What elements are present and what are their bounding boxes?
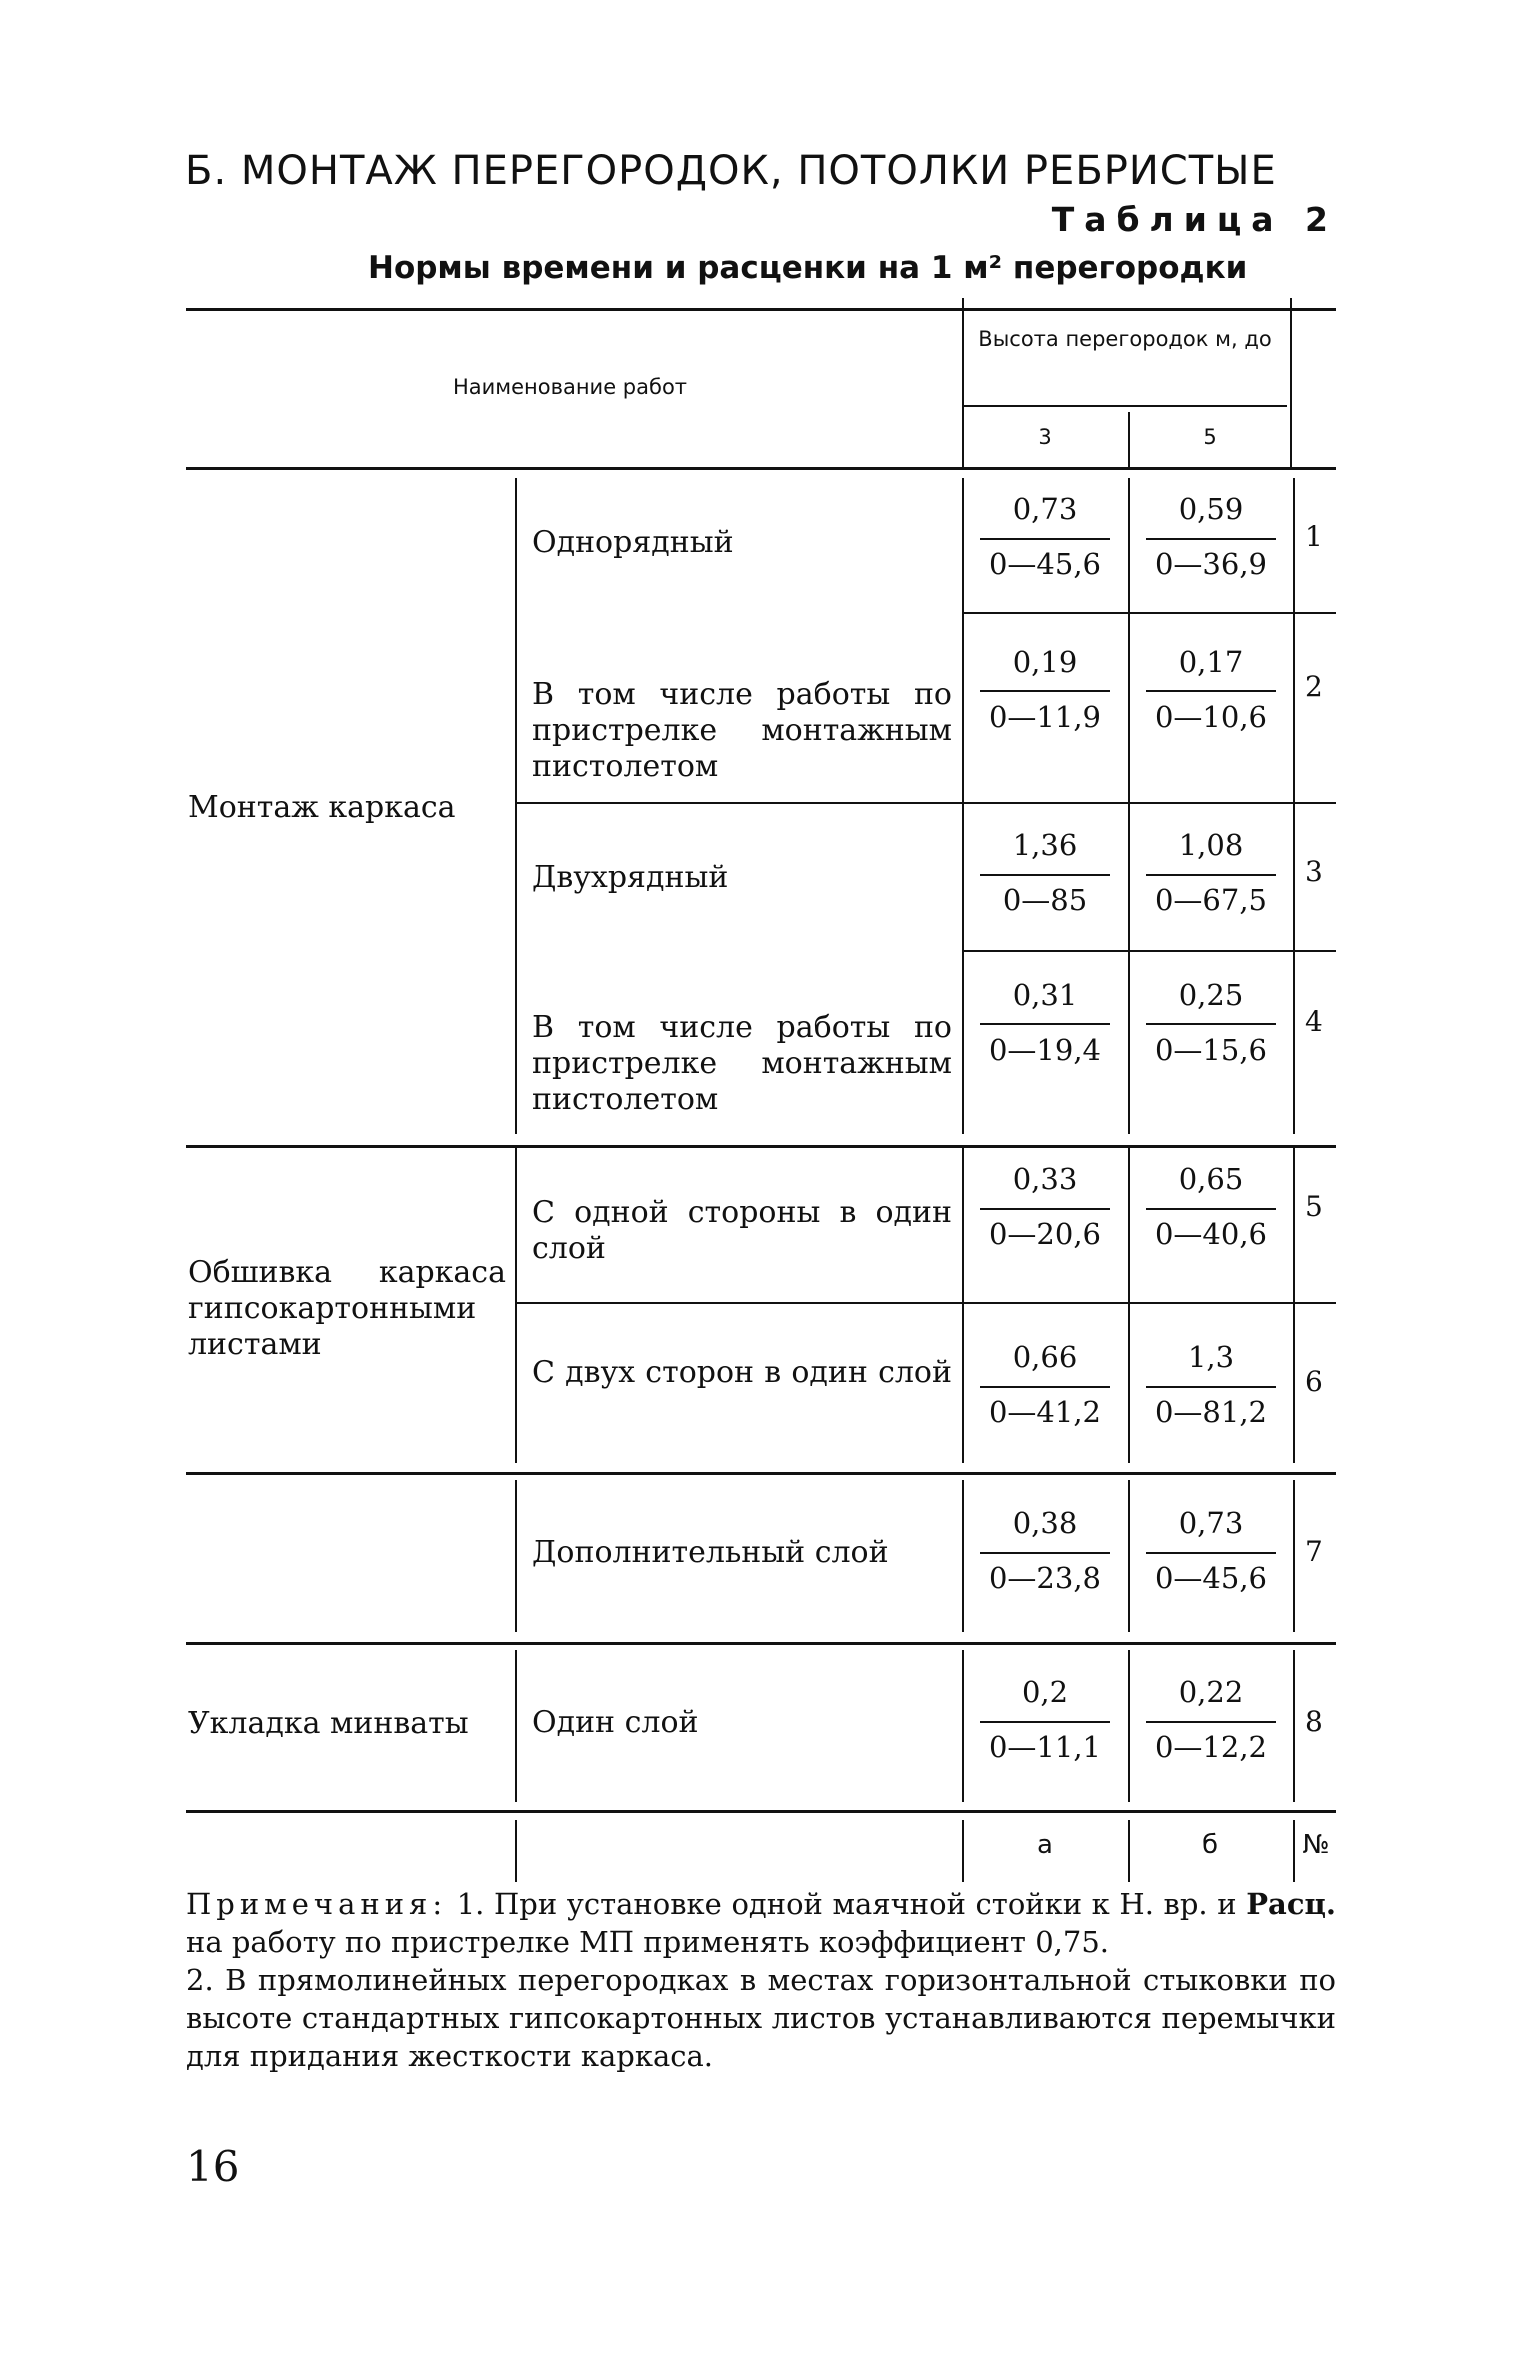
- fraction-line: [980, 1023, 1110, 1025]
- work-name: В том числе работы по пристрелке монтажным пистолетом: [532, 677, 952, 784]
- header-col-a: 3: [1038, 425, 1052, 449]
- category-divider: [515, 478, 517, 1134]
- fraction-line: [980, 1208, 1110, 1210]
- row-rule: [962, 612, 1336, 614]
- notes: [186, 1885, 1336, 2075]
- column-a-left: [962, 1650, 964, 1802]
- norm-time-a: 0,38: [1012, 1506, 1078, 1540]
- fraction-line: [980, 1552, 1110, 1554]
- column-b-left: [1128, 1145, 1130, 1463]
- fraction-line: [980, 538, 1110, 540]
- rate-b: 0—81,2: [1154, 1395, 1268, 1429]
- column-b-left: [1128, 1480, 1130, 1632]
- rate-b: 0—15,6: [1154, 1033, 1268, 1067]
- row-number: 4: [1305, 1005, 1323, 1038]
- header-divider-mid: [1128, 412, 1130, 468]
- norm-time-a: 0,19: [1012, 645, 1078, 679]
- column-num-left: [1293, 1145, 1295, 1463]
- category-mineral-wool: Укладка минваты: [188, 1706, 469, 1741]
- category-frame-assembly: Монтаж каркаса: [188, 790, 456, 825]
- work-name: Однорядный: [532, 525, 734, 560]
- fraction-line: [980, 1721, 1110, 1723]
- table-label: Таблица 2: [1051, 200, 1338, 239]
- fraction-line: [1146, 538, 1276, 540]
- fraction-line: [980, 690, 1110, 692]
- notes-heading: Примечания:: [186, 1887, 448, 1921]
- rate-a: 0—45,6: [988, 547, 1102, 581]
- norm-time-a: 0,31: [1012, 978, 1078, 1012]
- group-rule: [186, 1472, 1336, 1475]
- column-a-left: [962, 1480, 964, 1632]
- table-bottom-rule: [186, 1810, 1336, 1813]
- table-caption: Нормы времени и расценки на 1 м² перегородки: [368, 250, 1248, 286]
- rate-a: 0—11,1: [988, 1730, 1102, 1764]
- fraction-line: [1146, 1552, 1276, 1554]
- row-rule: [515, 802, 1336, 804]
- norm-time-b: 0,73: [1178, 1506, 1244, 1540]
- norm-time-b: 0,17: [1178, 645, 1244, 679]
- column-b-left: [1128, 1650, 1130, 1802]
- row-number: 2: [1305, 670, 1323, 703]
- rate-b: 0—40,6: [1154, 1217, 1268, 1251]
- footer-col-b: б: [1201, 1830, 1219, 1860]
- group-rule: [186, 1145, 1336, 1148]
- column-b-left: [1128, 478, 1130, 1134]
- fraction-line: [980, 1386, 1110, 1388]
- rate-b: 0—67,5: [1154, 883, 1268, 917]
- fraction-line: [1146, 1386, 1276, 1388]
- fraction-line: [1146, 874, 1276, 876]
- work-name: В том числе работы по пристрелке монтажным пистолетом: [532, 1010, 952, 1117]
- header-divider-right: [1290, 298, 1292, 468]
- header-height-group: Высота перегородок м, до: [978, 327, 1272, 351]
- group-rule: [186, 1642, 1336, 1645]
- rate-a: 0—11,9: [988, 700, 1102, 734]
- note-1-bold: Расц.: [1246, 1887, 1336, 1921]
- category-frame-cladding: Обшивка каркаса гипсокартонными листами: [188, 1255, 506, 1362]
- norm-time-b: 1,08: [1178, 828, 1244, 862]
- row-rule: [962, 950, 1336, 952]
- norm-time-a: 0,66: [1012, 1340, 1078, 1374]
- header-bottom-rule: [186, 467, 1336, 470]
- category-divider: [515, 1145, 517, 1463]
- norm-time-b: 0,25: [1178, 978, 1244, 1012]
- column-a-left: [962, 1820, 964, 1882]
- footer-col-a: а: [1037, 1830, 1053, 1860]
- fraction-line: [1146, 1721, 1276, 1723]
- rate-a: 0—20,6: [988, 1217, 1102, 1251]
- header-col-b: 5: [1203, 425, 1217, 449]
- rate-b: 0—36,9: [1154, 547, 1268, 581]
- fraction-line: [1146, 690, 1276, 692]
- norm-time-b: 0,22: [1178, 1675, 1244, 1709]
- work-name: Дополнительный слой: [532, 1535, 889, 1570]
- work-name: С двух сторон в один слой: [532, 1355, 952, 1390]
- row-number: 3: [1305, 855, 1323, 888]
- category-divider: [515, 1650, 517, 1802]
- norm-time-b: 1,3: [1187, 1340, 1235, 1374]
- row-number: 8: [1305, 1705, 1323, 1738]
- fraction-line: [1146, 1023, 1276, 1025]
- note-2: 2. В прямолинейных перегородках в местах горизонтальной стыковки по высоте стандартных гипсокартонных листов устанавливаются перемычки для придания жесткости каркаса.: [186, 1963, 1336, 2073]
- rate-a: 0—19,4: [988, 1033, 1102, 1067]
- norm-time-b: 0,59: [1178, 492, 1244, 526]
- work-name: С одной стороны в один слой: [532, 1195, 952, 1266]
- rate-a: 0—85: [1002, 883, 1088, 917]
- row-number: 7: [1305, 1535, 1323, 1568]
- header-divider-left: [962, 298, 964, 468]
- column-a-left: [962, 1145, 964, 1463]
- rate-b: 0—12,2: [1154, 1730, 1268, 1764]
- row-number: 1: [1305, 520, 1323, 553]
- column-num-left: [1293, 478, 1295, 1134]
- row-number: 6: [1305, 1365, 1323, 1398]
- work-name: Двухрядный: [532, 860, 729, 895]
- table-top-rule: [186, 308, 1336, 311]
- header-group-rule: [962, 405, 1287, 407]
- norm-time-b: 0,65: [1178, 1162, 1244, 1196]
- page-number: 16: [186, 2142, 240, 2191]
- rate-a: 0—41,2: [988, 1395, 1102, 1429]
- fraction-line: [980, 874, 1110, 876]
- row-number: 5: [1305, 1190, 1323, 1223]
- note-1-end: на работу по пристрелке МП применять коэффициент 0,75.: [186, 1925, 1109, 1959]
- rate-a: 0—23,8: [988, 1561, 1102, 1595]
- section-title: Б. МОНТАЖ ПЕРЕГОРОДОК, ПОТОЛКИ РЕБРИСТЫЕ: [185, 148, 1277, 194]
- header-work-name: Наименование работ: [452, 375, 688, 399]
- work-name: Один слой: [532, 1705, 699, 1740]
- column-b-left: [1128, 1820, 1130, 1882]
- column-num-left: [1293, 1480, 1295, 1632]
- column-a-left: [962, 478, 964, 1134]
- category-divider: [515, 1820, 517, 1882]
- row-rule: [515, 1302, 1336, 1304]
- column-num-left: [1293, 1650, 1295, 1802]
- norm-time-a: 0,2: [1021, 1675, 1069, 1709]
- rate-b: 0—45,6: [1154, 1561, 1268, 1595]
- norm-time-a: 0,33: [1012, 1162, 1078, 1196]
- rate-b: 0—10,6: [1154, 700, 1268, 734]
- footer-num: №: [1302, 1830, 1330, 1860]
- note-1-start: 1. При установке одной маячной стойки к Н. вр. и: [447, 1887, 1247, 1921]
- category-divider: [515, 1480, 517, 1632]
- fraction-line: [1146, 1208, 1276, 1210]
- note-1: [186, 1885, 1336, 1961]
- norm-time-a: 0,73: [1012, 492, 1078, 526]
- norm-time-a: 1,36: [1012, 828, 1078, 862]
